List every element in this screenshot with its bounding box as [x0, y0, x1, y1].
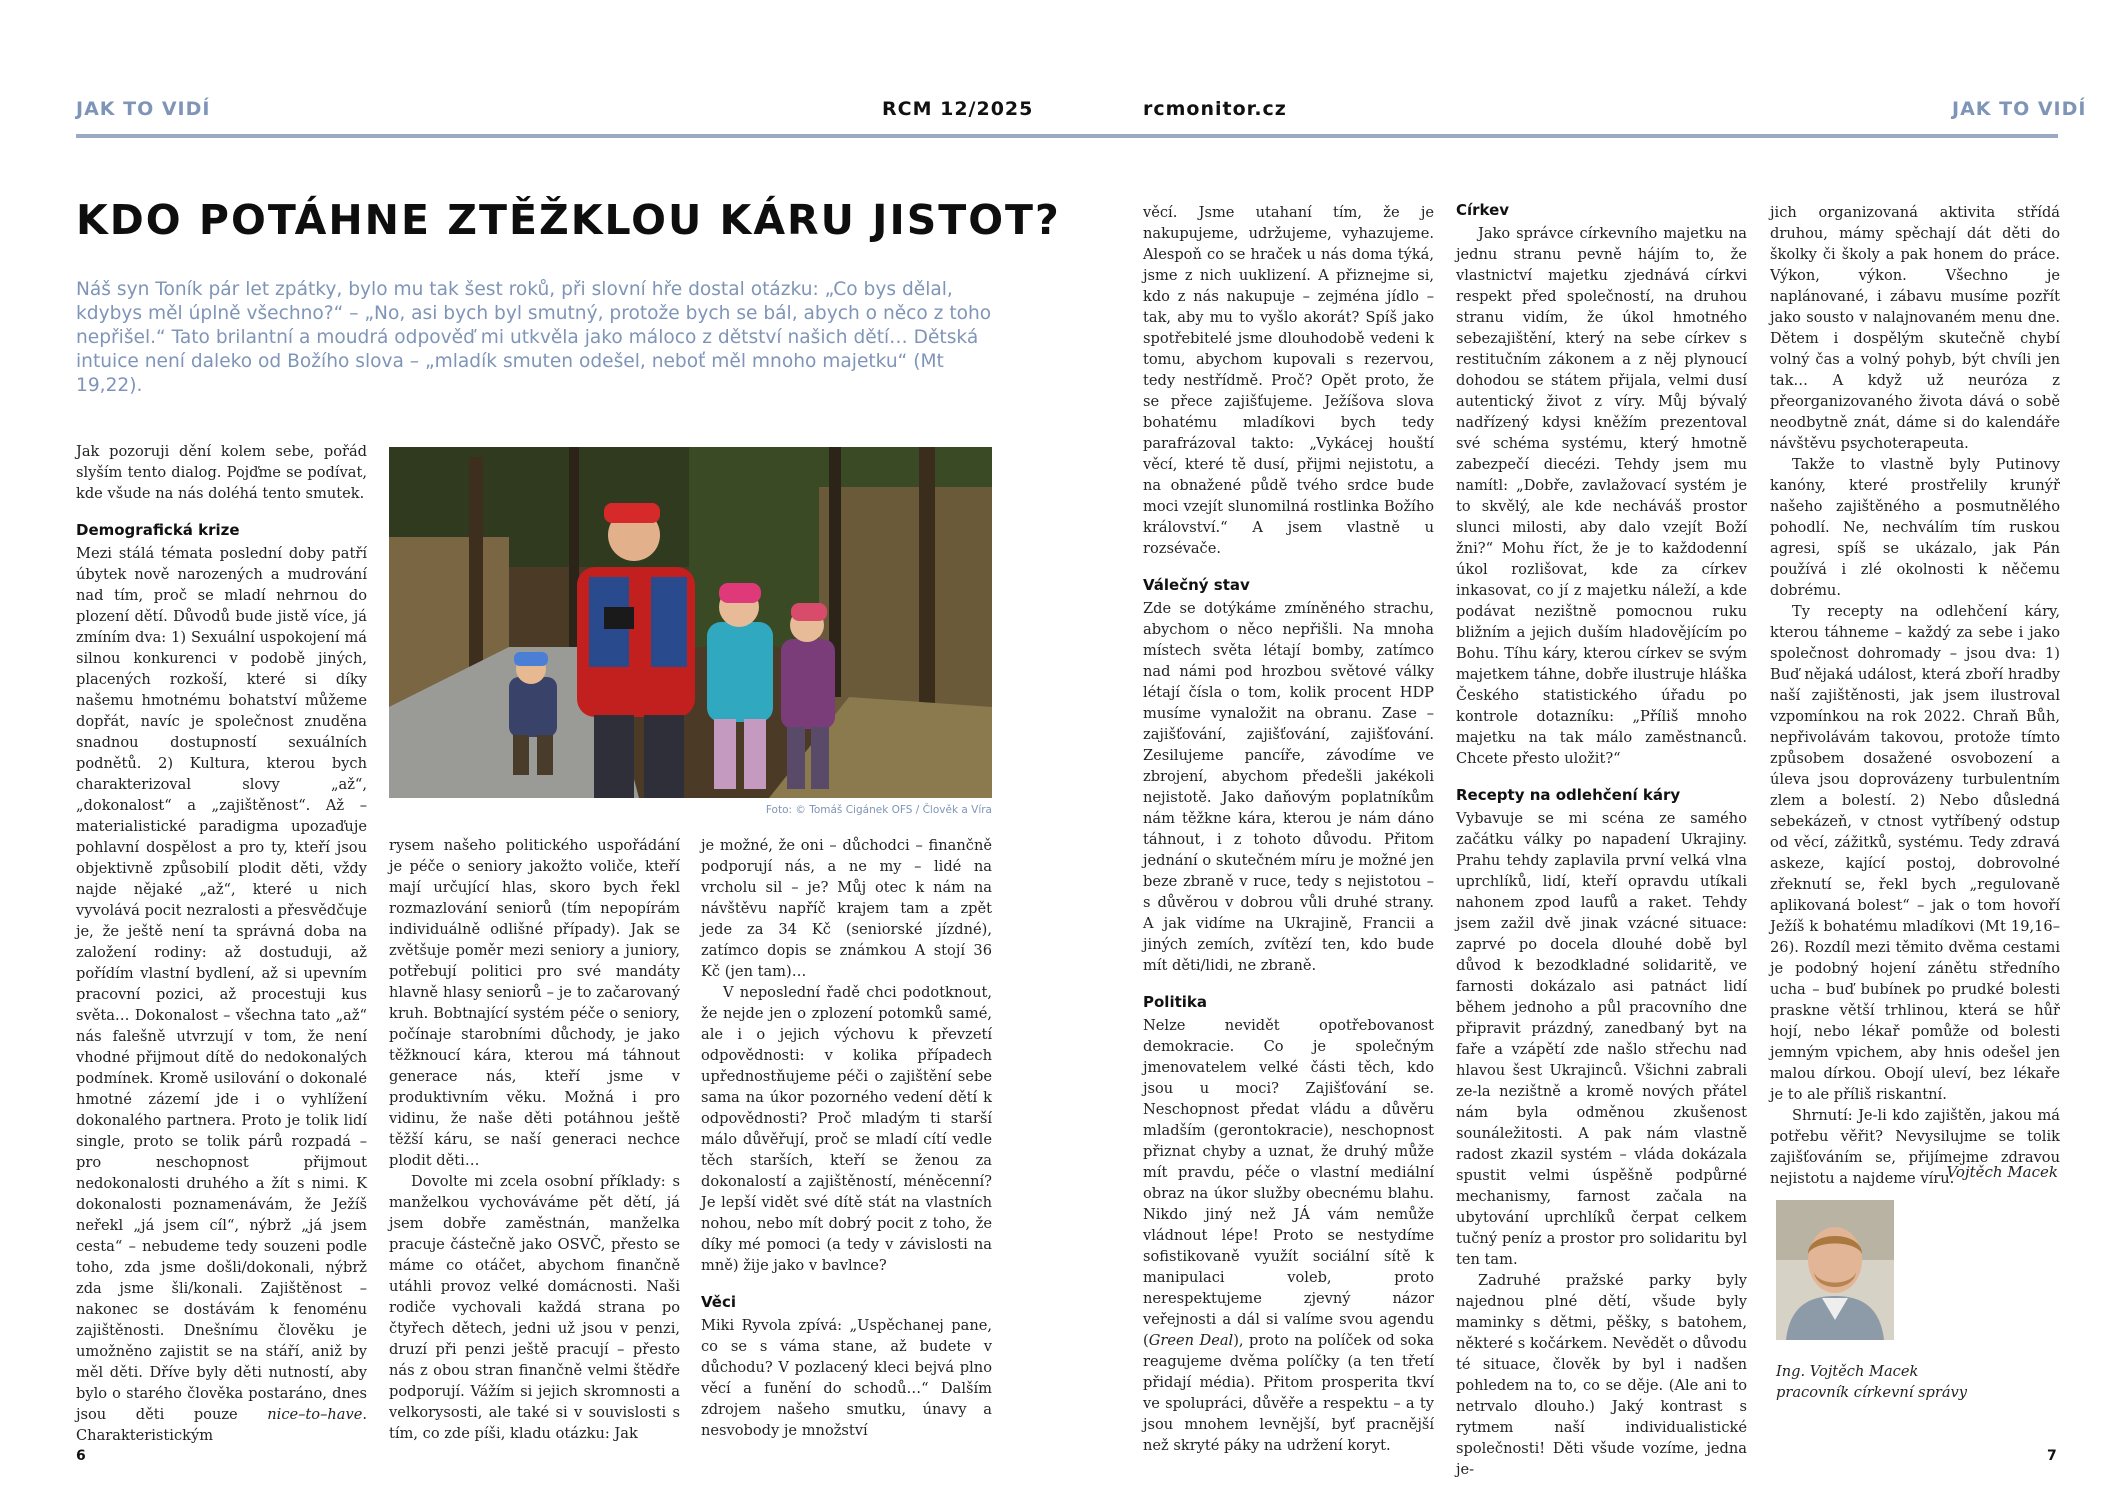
page-number-right: 7	[2047, 1448, 2057, 1464]
paragraph: Zadruhé pražské parky byly najednou plné dětí, všude byly maminky s dětmi, pěšky, s batohem, některé s kočárkem. Nevědět o důvodu té situace, člověk by byl i nadšen pohledem na to, co se děje. (Ale ani to netrvalo dlouho.) Jaký kontrast s rytmem naší individualistické společnosti! Děti všude vozíme, jedna je-	[1456, 1272, 1747, 1478]
section-label-left: JAK TO VIDÍ	[76, 98, 211, 120]
paragraph: Takže to vlastně byly Putinovy kanóny, které prostřelily krunýř našeho zajištěného a posmutnělého pohodlí. Ne, nechválím tím ruskou agresi, spíš se ukázalo, jak Pán používá i zlé okolnosti k něčemu dobrému.	[1770, 456, 2060, 599]
subheading-things: Věci	[701, 1293, 736, 1311]
author-role: pracovník církevní správy	[1776, 1384, 1968, 1401]
paragraph: Dovolte mi zcela osobní příklady: s manželkou vychováváme pět dětí, já jsem dobře zaměstnán, manželka pracuje částečně jako OSVČ, přesto se máme co otáčet, abychom finančně utáhli provoz velké domácnosti. Naši rodiče vychovali každá strana po čtyřech dětech, jedni už jsou v penzi, druzí při penzi ještě pracují – přesto nás z obou stran finančně velmi štědře podporují. Vážím si jejich skromnosti a velkorysosti, ale také si v souvislosti s tím, co zde píši, kladu otázku: Jak	[389, 1173, 680, 1442]
paragraph: Vybavuje se mi scéna ze samého začátku války po napadení Ukrajiny. Prahu tehdy zaplavila první velká vlna uprchlíků, lidí, kteří opravdu utíkali nahonem zpod laufů a raket. Tehdy jsem zažil dvě jinak vzácné situace: zaprvé po docela dlouhé době byl důvod k bezodkladné solidaritě, ve farnosti dokázalo asi patnáct lidí během jednoho a půl pracovního dne připravit prázdný, zanedbaný byt na faře a vzápětí zde našlo střechu nad hlavou šest Ukrajinců. Všichni zabrali ze-la nezištně a kromě nových přátel nám byla odměnou zkušenost sounáležitosti. A pak nám vlastně radost zkazil systém – vláda dokázala spustit velmi úspěšně podpůrné mechanismy, farnost začala na ubytování uprchlíků čerpat celkem tučný peníz a prostor pro solidaritu byl ten tam.	[1456, 810, 1747, 1268]
paragraph: rysem našeho politického uspořádání je péče o seniory jakožto voliče, kteří mají určující hlas, skoro bych řekl rozmazlování seniorů (tím nepopírám individuálně odlišné případy). Jak se zvětšuje poměr mezi seniory a juniory, potřebují politici pro své mandáty hlavně hlasy seniorů – je to začarovaný kruh. Bobtnající systém péče o seniory, počínaje starobními důchody, je jako těžknoucí kára, kterou má táhnout generace nás, kteří jsme v produktivním věku. Možná i pro vidinu, že naše děti potáhnou ještě těžší káru, se naší generaci nechce plodit děti…	[389, 837, 680, 1169]
author-portrait	[1776, 1200, 1894, 1340]
subheading-war: Válečný stav	[1143, 576, 1250, 594]
column-3	[701, 835, 992, 1439]
subheading-politics: Politika	[1143, 993, 1207, 1011]
subheading-church: Církev	[1456, 201, 1510, 219]
paragraph: Jako správce církevního majetku na jednu stranu pevně hájím to, že vlastnictví majetku zjednává církvi respekt před společností, na druhou stranu vidím, že úkol hmotného sebezajištění, který na sebe církev s restitučním zákonem a z něj plynoucí dohodou se státem přijala, velmi dusí autentický život z víry. Můj bývalý nadřízený kdysi kněžím prezentoval své schéma systému, který hmotně zabezpečí diecézi. Tehdy jsem mu namítl: „Dobře, zavlažovací systém je to skvělý, ale kde necháváš prostor slunci milosti, aby dalo vzejít Boží žni?“ Mohu říct, že je to každodenní úkol rozlišovat, kde za církev inkasovat, co jí z majetku náleží, a kde podávat nezištně pomocnou ruku bližním a jejich duším hladovějícím po Bohu. Tíhu káry, kterou církev se svým majetkem táhne, dobře ilustruje hláška Českého statistického úřadu po kontrole dotazníku: „Příliš mnoho majetku na tak málo zaměstnanců. Chcete přesto uložit?“	[1456, 225, 1747, 767]
paragraph: Mezi stálá témata poslední doby patří úbytek nově narozených a mudrování nad tím, proč se mladí nehrnou do plození dětí. Důvodů bude jistě více, já zmíním dva: 1) Sexuální uspokojení má silnou konkurenci v podobě jiných, placených rozkoší, které si díky našemu hmotnému bohatství můžeme dopřát, navíc je společnost znuděna snadnou dostupností sexuálních podnětů. 2) Kultura, kterou bych charakterizoval slovy „až“, „dokonalost“ a „zajištěnost“. Až – materialistické paradigma upozaďuje pohlavní dospělost a pro ty, kteří jsou objektivně způsobilí plodit děti, vždy najde nějaké „až“, které u nich vyvolává pocit nezralosti a přesvědčuje je, že ještě není ta správná doba na založení rodiny: až dostuduji, až pořídím vlastní bydlení, až si upevním pracovní pozici, až procestuji kus světa… Dokonalost – všechna tato „až“ nás falešně utvrzují v tom, že není vhodné přijmout dítě do nedokonalých podmínek. Kromě usilování o dokonalé hmotné zázemí jde i o vyhlížení dokonalého partnera. Proto je tolik lidí single, proto se tolik párů rozpadá – pro neschopnost přijmout nedokonalosti druhého a žít s nimi. K dokonalosti poznamenávám, že Ježíš neřekl „já jsem cíl“, nýbrž „já jsem cesta“ – nebudeme tedy souzeni podle toho, zda jsme došli/dokonali, nýbrž zda jsme šli/konali. Zajištěnost – nakonec se dostávám k fenoménu zajištěnosti. Dnešnímu člověku je umožněno zajistit se na stáří, aniž by měl děti. Dříve byly děti nutností, aby bylo o starého člověka postaráno, dnes jsou děti pouze nice–to–have. Charakteristickým	[76, 545, 367, 1444]
issue-label: RCM 12/2025	[882, 98, 1034, 120]
article-lead: Náš syn Toník pár let zpátky, bylo mu tak šest roků, při slovní hře dostal otázku: „Co bys dělal, kdybys měl úplně všechno?“ – „No, asi bych byl smutný, protože bych se bál, abych o něco z toho nepřišel.“ Tato brilantní a moudrá odpověď mi utkvěla jako máloco z dětství našich dětí… Dětská intuice není daleko od Božího slova – „mladík smuten odešel, neboť měl mnoho majetku“ (Mt 19,22).	[76, 279, 992, 396]
paragraph: Ty recepty na odlehčení káry, kterou táhneme – každý za sebe i jako společnost dohromady – jsou dva: 1) Buď nějaká událost, která zboří hradby naší zajištěnosti, jak jsem ilustroval vzpomínkou na rok 2022. Chraň Bůh, nepřivolávám takovou, protože tímto způsobem dosažené osvobození a úleva jsou doprovázeny turbulentním zlem a bolestí. 2) Nebo důsledná sebekázeň, v ctnost vytříbený odstup od věcí, zážitků, systému. Tedy zdravá askeze, kající postoj, dobrovolné zřeknutí se, řekl bych „regulovaně aplikovaná bolest“ – jak o tom hovoří Ježíš k bohatému mladíkovi (Mt 19,16–26). Rozdíl mezi těmito dvěma cestami je podobný hojení zánětu středního ucha – buď bubínek po prudké bolesti praskne větší trhlinou, která se hůř hojí, nebo lékař pomůže od bolesti jemným vpichem, aby hnis odešel jen malou dírkou. Obojí uleví, bez lékaře je to ale příliš riskantní.	[1770, 603, 2060, 1103]
page-number-left: 6	[76, 1448, 86, 1464]
column-5	[1456, 200, 1747, 1478]
intro-paragraph: Jak pozoruji dění kolem sebe, pořád slyším tento dialog. Pojďme se podívat, kde všude na nás doléhá tento smutek.	[76, 443, 367, 502]
column-2	[389, 835, 680, 1442]
header-rule	[76, 134, 2058, 138]
paragraph: Shrnutí: Je-li kdo zajištěn, jakou má potřebu věřit? Nevysilujme se tolik zajišťováním se, přijímejme zdravou nejistotu a najdeme víru.	[1770, 1107, 2060, 1187]
paragraph: věcí. Jsme utahaní tím, že je nakupujeme, udržujeme, vyhazujeme. Alespoň co se hraček u nás doma týká, jsme z nich uuklizení. A přiznejme si, kdo z nás nakupuje – zejména jídlo – tak, aby mu to vyšlo akorát? Spíš jako spotřebitelé jsme dlouhodobě vedeni k tomu, abychom kupovali s rezervou, tedy nestřídmě. Proč? Opět proto, že se přece zajišťujeme. Ježíšova slova bohatému mladíkovi bych tedy parafrázoval takto: „Vykácej houští věcí, které tě dusí, přijmi nejistotu, a na obnažené půdě tvého srdce bude moci vzejít slunomilná rostlinka Božího království.“ A jsem vlastně u rozsévače.	[1143, 204, 1434, 557]
author-name: Ing. Vojtěch Macek	[1776, 1363, 1919, 1380]
column-4	[1143, 202, 1434, 1454]
signature: Vojtěch Macek	[1946, 1163, 2058, 1181]
paragraph: Nelze nevidět opotřebovanost demokracie. Co je společným jmenovatelem velké části těch, kdo jsou u moci? Zajišťování se. Neschopnost předat vládu a důvěru mladším (gerontokracie), neschopnost přiznat chyby a uznat, že druhý může mít pravdu, péče o vlastní mediální obraz na úkor služby obecnému blahu. Nikdo jiný než JÁ vám nemůže vládnout lépe! Proto se nestydíme sofistikovaně využít sociální sítě k manipulaci voleb, proto nerespektujeme zjevný názor veřejnosti a dál si valíme svou agendu (Green Deal), proto na políček od soka reagujeme dvěma políčky (a ten třetí přidají média). Přitom prosperita tkví ve spolupráci, důvěře a respektu – a ty jsou mnohem levnější, byť pracnější než skryté páky na udržení koryt.	[1143, 1017, 1434, 1454]
paragraph: Miki Ryvola zpívá: „Uspěchanej pane, co se s váma stane, až budete v důchodu? V pozlacený kleci bejvá plno věcí a funění do schodů…“ Dalším zdrojem našeho smutku, únavy a nesvobody je množství	[701, 1317, 992, 1439]
paragraph: jich organizovaná aktivita střídá druhou, mámy spěchají dát děti do školky či školy a pak honem do práce. Výkon, výkon. Všechno je naplánované, i zábavu musíme pozřít jako sousto v nalajnovaném menu dne. Dětem i dospělým skutečně chybí volný čas a volný pohyb, být chvíli jen tak… A když už neuróza z přeorganizovaného života dává o sobě neodbytně znát, dáme si do kalendáře návštěvu psychoterapeuta.	[1770, 204, 2060, 452]
section-label-right: JAK TO VIDÍ	[1952, 98, 2087, 120]
paragraph: je možné, že oni – důchodci – finančně podporují nás, a ne my – lidé na vrcholu sil – je? Můj otec k nám na návštěvu napříč krajem tam a zpět jede za 34 Kč (seniorské jízdné), zatímco dopis se známkou A stojí 36 Kč (jen tam)…	[701, 837, 992, 980]
subheading-recipes: Recepty na odlehčení káry	[1456, 786, 1681, 804]
photo-credit: Foto: © Tomáš Cigánek OFS / Člověk a Víra	[765, 804, 992, 816]
author-info	[1776, 1361, 2066, 1403]
column-1	[76, 441, 367, 1444]
paragraph: Zde se dotýkáme zmíněného strachu, abychom o něco nepřišli. Na mnoha místech světa létají bomby, zatímco nad námi pod hrozbou světové války létají čísla o tom, kolik procent HDP musíme vynaložit na obranu. Zase – zajišťování, zajišťování, zajišťování. Zesilujeme pancíře, závodíme ve zbrojení, abychom předešli jakékoli nejistotě. Jako daňovým poplatníkům nám těžkne kára, kterou je nám dáno táhnout, i z tohoto důvodu. Přitom jednání o skutečném míru je možné jen beze zbraně v ruce, tedy s nejistotou – s důvěrou v dobrou vůli druhé strany. A jak vidíme na Ukrajině, Francii a jiných zemích, zvítězí ten, kdo bude mít děti/lidi, ne zbraně.	[1143, 600, 1434, 974]
family-walk-photo	[389, 447, 992, 798]
paragraph: V neposlední řadě chci podotknout, že nejde jen o zplození potomků samé, ale i o jejich výchovu k převzetí odpovědnosti: v kolika případech upřednostňujeme péči o zajištění sebe sama na úkor pozorného vedení dětí k odpovědnosti? Proč mladým ti starší málo důvěřují, proč se mladí cítí vedle těch starších, kteří se ženou za dokonalostí a zajištěností, méněcenní? Je lepší vidět své dítě stát na vlastních nohou, nebo mít dobrý pocit z toho, že díky mé pomoci (a tedy v závislosti na mně) žije jako v bavlnce?	[701, 984, 992, 1274]
website-label: rcmonitor.cz	[1143, 98, 1287, 120]
subheading-demography: Demografická krize	[76, 521, 240, 539]
article-title: KDO POTÁHNE ZTĚŽKLOU KÁRU JISTOT?	[76, 196, 1061, 244]
